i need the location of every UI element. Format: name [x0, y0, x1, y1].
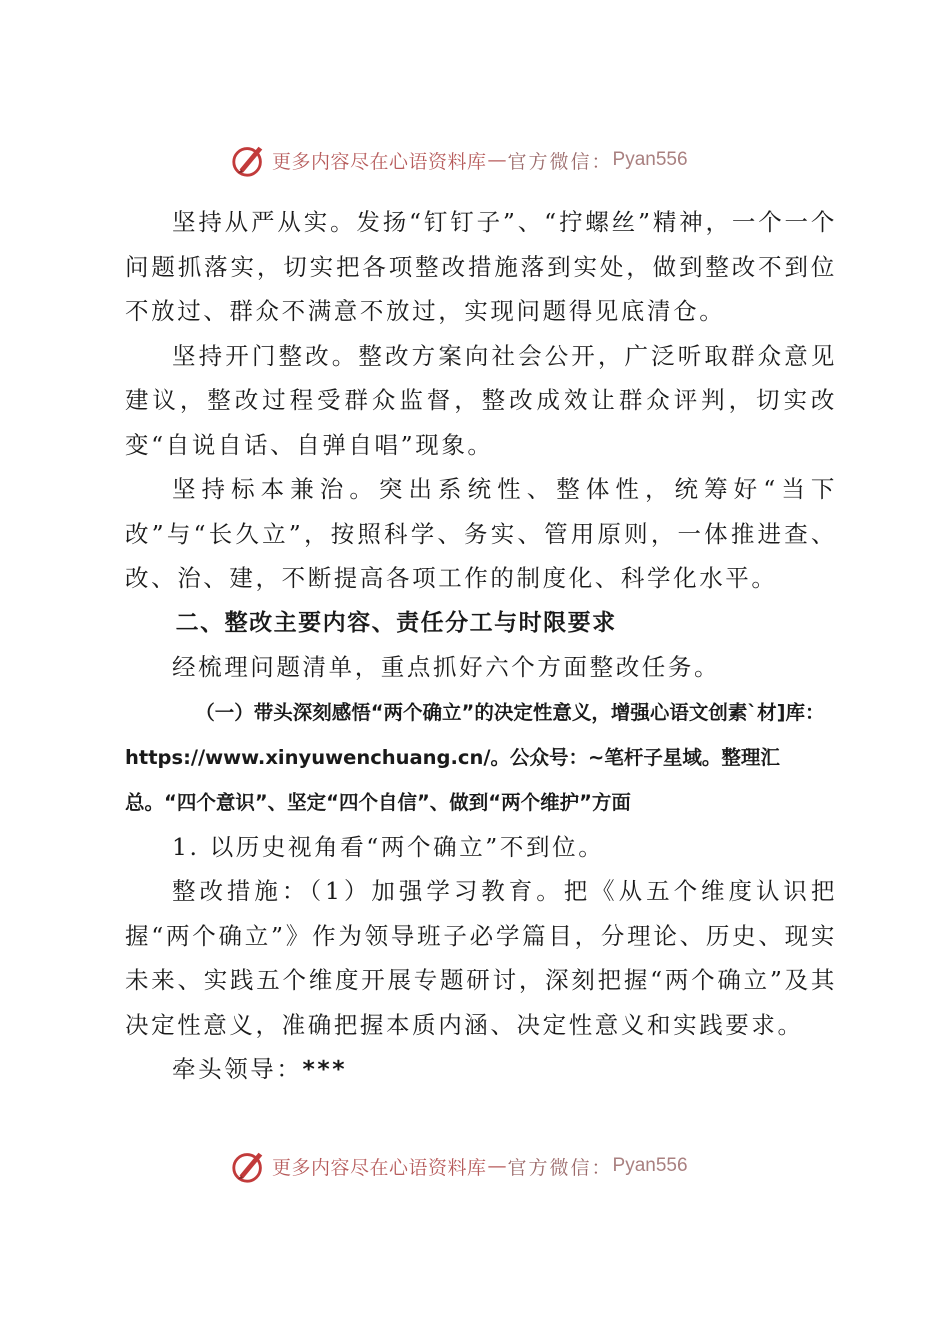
- watermark-banner-top: [230, 140, 750, 180]
- pen-logo-icon: [230, 1147, 268, 1185]
- pen-logo-icon: [230, 141, 268, 179]
- list-item-1: 1. 以历史视角看“两个确立”不到位。: [172, 832, 605, 861]
- watermark-wechat-id: Pyan556: [612, 149, 688, 170]
- subsection-heading: （一）带头深刻感悟“两个确立”的决定性意义，增强心语文创素`材]库：https://www.xinyuwenchuang.cn/。公众号：~笔杆子星域。整理汇总。“四个意识”、坚定“四个自信”、做到“两个维护”方面: [125, 700, 825, 814]
- watermark-brand: 更多内容尽在心语资料库: [272, 1156, 487, 1179]
- watermark-banner-bottom: [230, 1146, 750, 1186]
- watermark-wechat-label: 官方微信：: [507, 150, 613, 173]
- paragraph-root-cause: 坚持标本兼治。突出系统性、整体性，统筹好“当下改”与“长久立”，按照科学、务实、管用原则，一体推进查、改、治、建，不断提高各项工作的制度化、科学化水平。: [125, 475, 837, 592]
- lead-label: 牵头领导：: [172, 1055, 303, 1083]
- watermark-brand: 更多内容尽在心语资料库: [272, 150, 487, 173]
- paragraph-summary: 经梳理问题清单，重点抓好六个方面整改任务。: [172, 653, 721, 681]
- document-body: [125, 200, 837, 1092]
- paragraph-measures: 整改措施：（1）加强学习教育。把《从五个维度认识把握“两个确立”》作为领导班子必学篇目，分理论、历史、现实未来、实践五个维度开展专题研讨，深刻把握“两个确立”及其决定性意义，准确把握本质内涵、决定性意义和实践要求。: [125, 877, 837, 1039]
- section-heading: 二、整改主要内容、责任分工与时限要求: [175, 609, 617, 636]
- paragraph-open: 坚持开门整改。整改方案向社会公开，广泛听取群众意见建议，整改过程受群众监督，整改成效让群众评判，切实改变“自说自话、自弹自唱”现象。: [125, 341, 837, 459]
- watermark-wechat-label: 官方微信：: [507, 1156, 613, 1179]
- watermark-separator: —: [487, 1155, 507, 1177]
- lead-value: ***: [302, 1055, 348, 1083]
- paragraph-strict: 坚持从严从实。发扬“钉钉子”、“拧螺丝”精神，一个一个问题抓落实，切实把各项整改措施落到实处，做到整改不到位不放过、群众不满意不放过，实现问题得见底清仓。: [125, 208, 837, 325]
- lead-leader-line: [125, 1047, 837, 1092]
- watermark-wechat-id: Pyan556: [612, 1155, 688, 1176]
- watermark-separator: —: [487, 149, 507, 171]
